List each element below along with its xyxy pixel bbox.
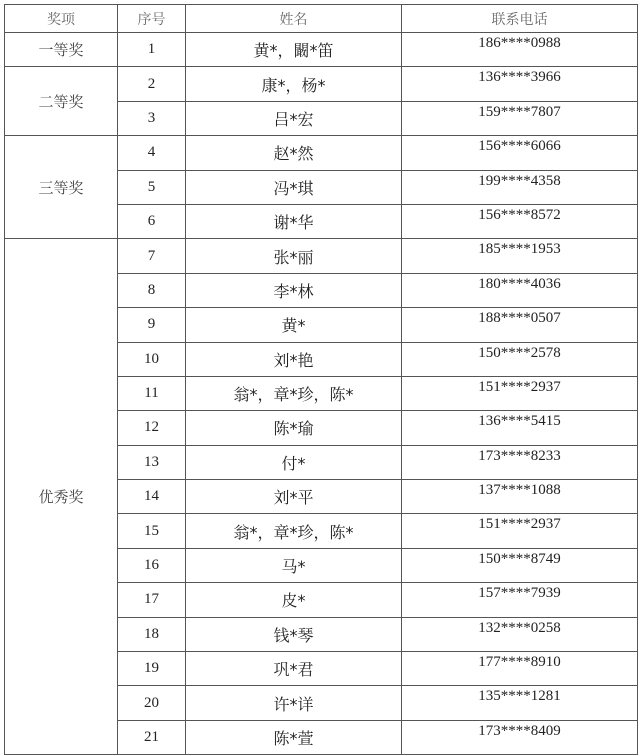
row-seq: 8 — [118, 273, 186, 307]
row-name: 马* — [186, 548, 402, 582]
row-seq: 19 — [118, 652, 186, 686]
row-phone: 173****8409 — [402, 720, 638, 754]
award-third: 三等奖 — [5, 136, 118, 239]
row-name: 钱*琴 — [186, 617, 402, 651]
row-seq: 2 — [118, 67, 186, 101]
row-name: 张*丽 — [186, 239, 402, 273]
row-phone: 188****0507 — [402, 308, 638, 342]
row-seq: 16 — [118, 548, 186, 582]
row-seq: 20 — [118, 686, 186, 720]
row-seq: 13 — [118, 445, 186, 479]
row-name: 吕*宏 — [186, 101, 402, 135]
row-phone: 150****2578 — [402, 342, 638, 376]
row-phone: 156****8572 — [402, 204, 638, 238]
row-name: 刘*艳 — [186, 342, 402, 376]
table-row — [5, 239, 638, 273]
row-phone: 156****6066 — [402, 136, 638, 170]
row-seq: 17 — [118, 583, 186, 617]
row-name: 付* — [186, 445, 402, 479]
row-phone: 186****0988 — [402, 33, 638, 67]
header-name: 姓名 — [186, 5, 402, 33]
header-row — [5, 5, 638, 33]
row-phone: 150****8749 — [402, 548, 638, 582]
row-phone: 137****1088 — [402, 480, 638, 514]
row-seq: 5 — [118, 170, 186, 204]
table-row — [5, 136, 638, 170]
row-name: 黄*，闞*笛 — [186, 33, 402, 67]
header-seq: 序号 — [118, 5, 186, 33]
row-seq: 10 — [118, 342, 186, 376]
row-name: 巩*君 — [186, 652, 402, 686]
award-second: 二等奖 — [5, 67, 118, 136]
row-phone: 135****1281 — [402, 686, 638, 720]
row-name: 陈*萱 — [186, 720, 402, 754]
row-name: 谢*华 — [186, 204, 402, 238]
row-phone: 173****8233 — [402, 445, 638, 479]
row-seq: 7 — [118, 239, 186, 273]
row-seq: 3 — [118, 101, 186, 135]
row-seq: 11 — [118, 376, 186, 410]
table-row — [5, 33, 638, 67]
row-seq: 9 — [118, 308, 186, 342]
row-phone: 199****4358 — [402, 170, 638, 204]
row-phone: 151****2937 — [402, 376, 638, 410]
row-name: 冯*琪 — [186, 170, 402, 204]
row-name: 刘*平 — [186, 480, 402, 514]
row-phone: 185****1953 — [402, 239, 638, 273]
row-seq: 6 — [118, 204, 186, 238]
row-phone: 136****5415 — [402, 411, 638, 445]
row-seq: 21 — [118, 720, 186, 754]
row-name: 翁*，章*珍，陈* — [186, 376, 402, 410]
row-name: 黄* — [186, 308, 402, 342]
row-name: 许*详 — [186, 686, 402, 720]
row-seq: 12 — [118, 411, 186, 445]
row-phone: 132****0258 — [402, 617, 638, 651]
row-phone: 136****3966 — [402, 67, 638, 101]
row-name: 李*林 — [186, 273, 402, 307]
row-name: 康*，杨* — [186, 67, 402, 101]
winners-table — [4, 4, 638, 755]
header-phone: 联系电话 — [402, 5, 638, 33]
award-first: 一等奖 — [5, 33, 118, 67]
row-phone: 159****7807 — [402, 101, 638, 135]
row-phone: 180****4036 — [402, 273, 638, 307]
row-name: 赵*然 — [186, 136, 402, 170]
row-name: 皮* — [186, 583, 402, 617]
row-name: 翁*，章*珍，陈* — [186, 514, 402, 548]
table-row — [5, 67, 638, 101]
award-excellent: 优秀奖 — [5, 239, 118, 755]
row-phone: 151****2937 — [402, 514, 638, 548]
row-phone: 177****8910 — [402, 652, 638, 686]
row-name: 陈*瑜 — [186, 411, 402, 445]
row-seq: 15 — [118, 514, 186, 548]
row-seq: 1 — [118, 33, 186, 67]
row-seq: 4 — [118, 136, 186, 170]
row-seq: 14 — [118, 480, 186, 514]
row-phone: 157****7939 — [402, 583, 638, 617]
row-seq: 18 — [118, 617, 186, 651]
header-award: 奖项 — [5, 5, 118, 33]
